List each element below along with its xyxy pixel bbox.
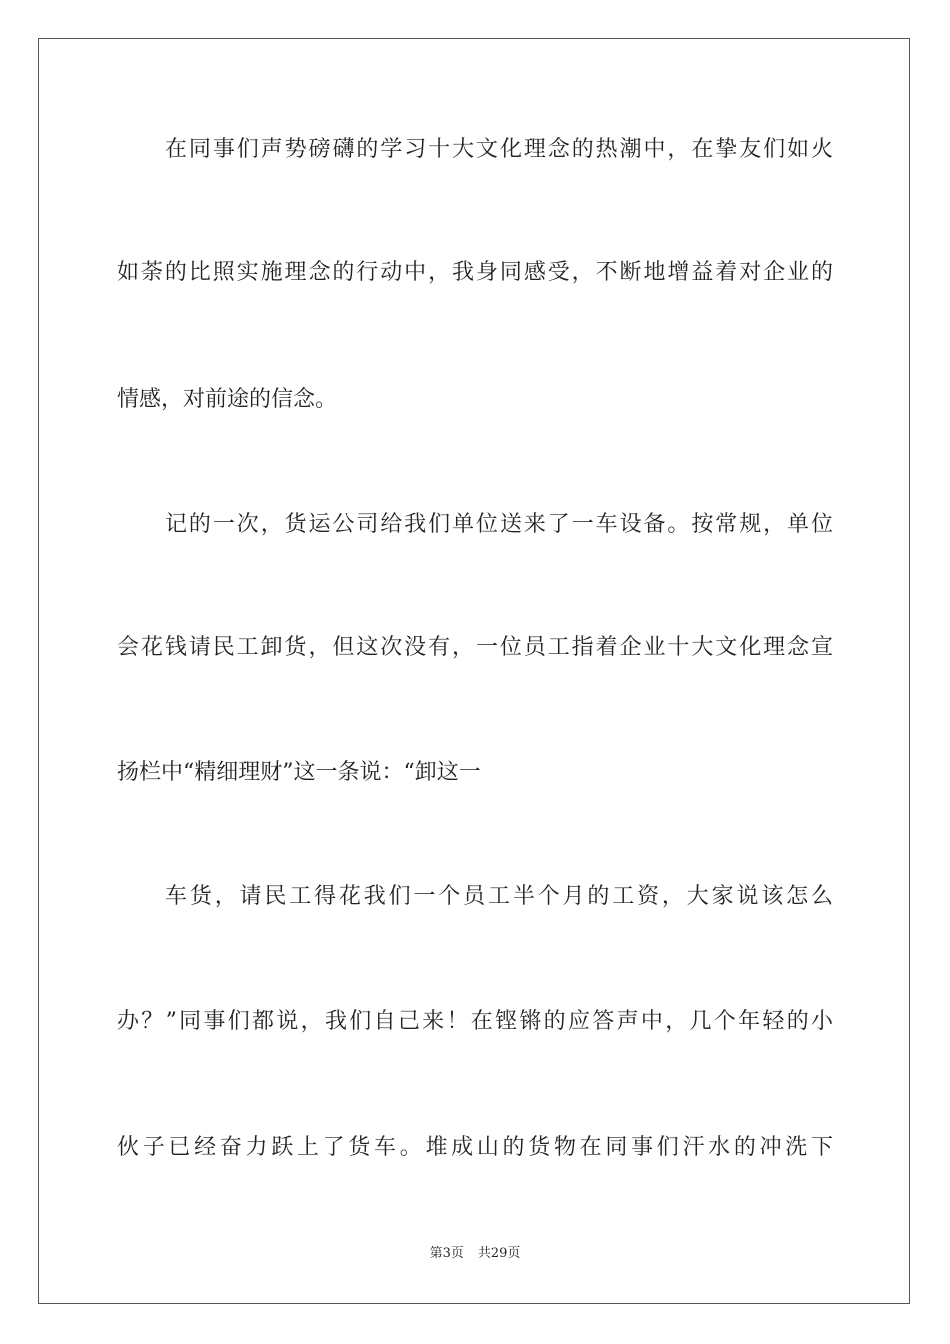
paragraph-line-8: 办？”同事们都说，我们自己来！在铿锵的应答声中，几个年轻的小 (117, 1009, 833, 1034)
paragraph-line-3: 情感，对前途的信念。 (117, 387, 338, 412)
paragraph-line-1: 在同事们声势磅礴的学习十大文化理念的热潮中，在挚友们如火 (165, 137, 833, 162)
total-pages: 共29页 (477, 1246, 521, 1261)
paragraph-line-6: 扬栏中“精细理财”这一条说：“卸这一 (117, 760, 481, 785)
paragraph-line-4: 记的一次，货运公司给我们单位送来了一车设备。按常规，单位 (165, 512, 833, 537)
paragraph-line-7: 车货，请民工得花我们一个员工半个月的工资，大家说该怎么 (165, 884, 833, 909)
paragraph-line-5: 会花钱请民工卸货，但这次没有，一位员工指着企业十大文化理念宣 (117, 635, 833, 660)
page-border (38, 38, 910, 1304)
paragraph-line-2: 如荼的比照实施理念的行动中，我身同感受，不断地增益着对企业的 (117, 260, 833, 285)
paragraph-line-9: 伙子已经奋力跃上了货车。堆成山的货物在同事们汗水的冲洗下 (117, 1135, 833, 1160)
page-footer (0, 1245, 950, 1263)
page-number: 第3页 (429, 1246, 464, 1261)
